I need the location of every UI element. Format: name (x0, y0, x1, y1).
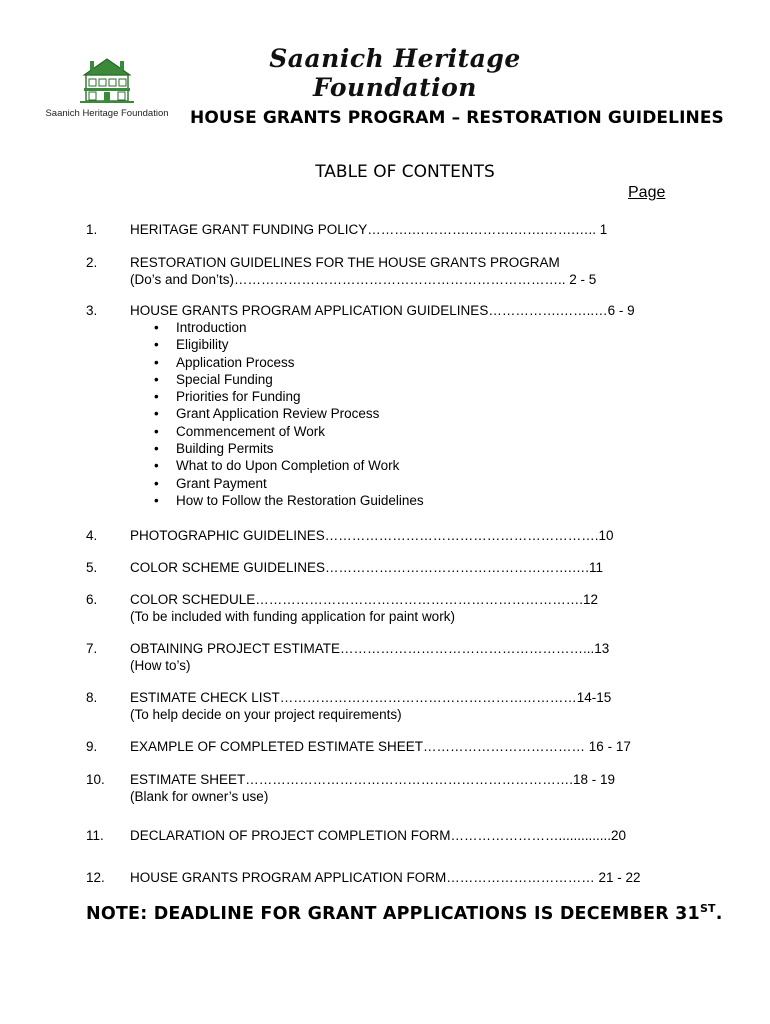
heritage-house-icon (80, 55, 134, 105)
topic-item: • Grant Payment (150, 475, 424, 492)
entry-title: EXAMPLE OF COMPLETED ESTIMATE SHEET……………………………… 16 - 17 (130, 739, 631, 754)
entry-number: 2. (86, 255, 98, 270)
document-title: HOUSE GRANTS PROGRAM – RESTORATION GUIDELINES (190, 108, 724, 128)
page-column-label: Page (628, 184, 666, 201)
topic-item: • Commencement of Work (150, 423, 424, 440)
entry-number: 10. (86, 772, 105, 787)
foundation-banner: Saanich Heritage Foundation (269, 44, 521, 102)
entry-number: 12. (86, 870, 105, 885)
note-period: . (715, 903, 723, 924)
note-superscript: ST (699, 902, 716, 915)
entry-subtitle: (Blank for owner’s use) (130, 789, 269, 804)
entry-subtitle: (Do’s and Don’ts)……………………………………………………………….. 2 - 5 (130, 272, 597, 287)
entry-number: 3. (86, 303, 98, 318)
topic-item: • Special Funding (150, 371, 424, 388)
entry-title: ESTIMATE SHEET……………………………………………………………….18 - 19 (130, 772, 616, 787)
entry-title: HOUSE GRANTS PROGRAM APPLICATION GUIDELINES…………….……..…6 - 9 (130, 303, 635, 318)
entry-subtitle: (To help decide on your project requirements) (130, 707, 402, 722)
entry-title: PHOTOGRAPHIC GUIDELINES…………………………………………………….10 (130, 528, 614, 543)
entry-title: HOUSE GRANTS PROGRAM APPLICATION FORM…………………………… 21 - 22 (130, 870, 641, 885)
entry-title: OBTAINING PROJECT ESTIMATE………………………………………………...13 (130, 641, 610, 656)
entry-title: ESTIMATE CHECK LIST…………………………………………………………14-15 (130, 690, 612, 705)
entry-subtitle: (How to’s) (130, 658, 191, 673)
topic-item: • How to Follow the Restoration Guidelines (150, 492, 424, 509)
entry-number: 4. (86, 528, 98, 543)
deadline-note (86, 902, 723, 924)
entry-number: 8. (86, 690, 98, 705)
topic-item: • Grant Application Review Process (150, 405, 424, 422)
logo-caption: Saanich Heritage Foundation (45, 108, 169, 119)
topic-item: • Introduction (150, 319, 424, 336)
entry-number: 1. (86, 222, 98, 237)
entry-number: 6. (86, 592, 98, 607)
entry-number: 9. (86, 739, 98, 754)
foundation-logo (36, 55, 178, 125)
entry-subtitle: (To be included with funding application for paint work) (130, 609, 455, 624)
entry-title: RESTORATION GUIDELINES FOR THE HOUSE GRANTS PROGRAM (130, 255, 560, 270)
entry-title: DECLARATION OF PROJECT COMPLETION FORM……………………..............20 (130, 828, 627, 843)
note-text: NOTE: DEADLINE FOR GRANT APPLICATIONS IS DECEMBER 31 (86, 903, 700, 924)
entry-number: 5. (86, 560, 98, 575)
entry-number: 11. (86, 828, 104, 843)
topic-list (150, 319, 424, 509)
topic-item: • Priorities for Funding (150, 388, 424, 405)
entry-title: HERITAGE GRANT FUNDING POLICY……….………….……….…….…….….. 1 (130, 222, 608, 237)
entry-title: COLOR SCHEME GUIDELINES……………………………………………….….11 (130, 560, 604, 575)
entry-number: 7. (86, 641, 98, 656)
entry-title: COLOR SCHEDULE……………………………………………………………….12 (130, 592, 599, 607)
topic-item: • Eligibility (150, 336, 424, 353)
topic-item: • What to do Upon Completion of Work (150, 457, 424, 474)
topic-item: • Building Permits (150, 440, 424, 457)
toc-heading: TABLE OF CONTENTS (315, 162, 495, 182)
topic-item: • Application Process (150, 354, 424, 371)
